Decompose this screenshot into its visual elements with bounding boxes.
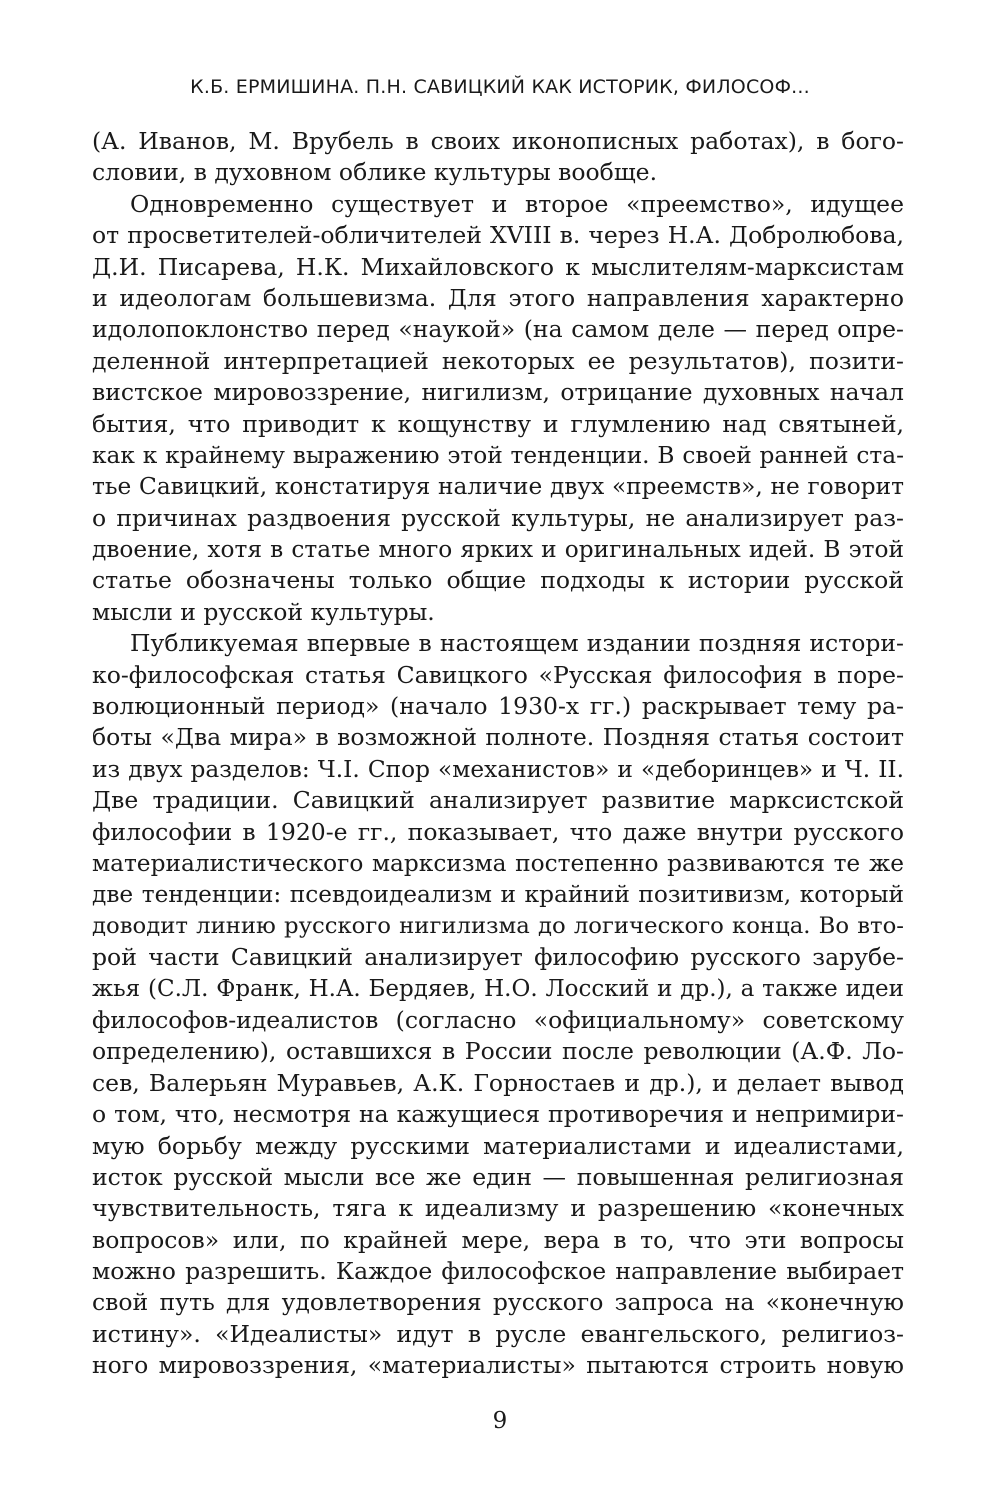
text-line: тье Савицкий, констатируя наличие двух «преемств», не говорит	[92, 473, 904, 501]
text-line: боты «Два мира» в возможной полноте. Поздняя статья состоит	[92, 723, 904, 752]
paragraph-1	[92, 126, 904, 189]
text-line: о причинах раздвоения русской культуры, не анализирует раз-	[92, 503, 904, 532]
text-line: рой части Савицкий анализирует философию русского зарубе-	[92, 943, 904, 972]
text-line: идолопоклонство перед «наукой» (на самом деле — перед опре-	[92, 315, 904, 344]
text-line: чувствительность, тяга к идеализму и разрешению «конечных	[92, 1194, 904, 1223]
text-line: вистское мировоззрение, нигилизм, отрицание духовных начал	[92, 378, 904, 407]
paragraph-3	[92, 628, 904, 1381]
text-line: из двух разделов: Ч.I. Спор «механистов» и «деборинцев» и Ч. II.	[92, 755, 904, 783]
text-line: определению), оставшихся в России после революции (А.Ф. Ло-	[92, 1037, 904, 1066]
text-line: статье обозначены только общие подходы к истории русской	[92, 566, 904, 595]
text-line: философии в 1920-е гг., показывает, что даже внутри русского	[92, 817, 904, 846]
text-line: материалистического марксизма постепенно развиваются те же	[92, 849, 904, 877]
text-line: (А. Иванов, М. Врубель в своих иконописных работах), в бого-	[92, 127, 904, 155]
text-line: двоение, хотя в статье много ярких и оригинальных идей. В этой	[92, 536, 904, 564]
text-line: словии, в духовном облике культуры вообще.	[92, 158, 658, 187]
text-line: Две традиции. Савицкий анализирует развитие марксистской	[92, 786, 904, 815]
text-line: ко-философская статья Савицкого «Русская философия в поре-	[92, 660, 904, 689]
text-line: Одновременно существует и второе «преемство», идущее	[130, 189, 904, 218]
text-line: волюционный период» (начало 1930-х гг.) раскрывает тему ра-	[92, 692, 904, 721]
text-line: от просветителей-обличителей XVIII в. через Н.А. Добролюбова,	[92, 221, 904, 250]
text-line: сев, Валерьян Муравьев, А.К. Горностаев и др.), и делает вывод	[92, 1068, 904, 1097]
text-line: доводит линию русского нигилизма до логического конца. Во вто-	[92, 912, 904, 939]
main-text	[92, 126, 904, 1382]
text-line: деленной интерпретацией некоторых ее результатов), позити-	[92, 346, 904, 375]
text-line: мысли и русской культуры.	[92, 597, 435, 626]
page-number: 9	[492, 1408, 508, 1434]
text-line: философов-идеалистов (согласно «официальному» советскому	[92, 1005, 904, 1034]
text-line: мую борьбу между русскими материалистами и идеалистами,	[92, 1131, 904, 1160]
text-line: жья (С.Л. Франк, Н.А. Бердяев, Н.О. Лосский и др.), а также идеи	[92, 975, 904, 1002]
running-head: К.Б. ЕРМИШИНА. П.Н. САВИЦКИЙ КАК ИСТОРИК, ФИЛОСОФ...	[190, 76, 810, 98]
text-line: Публикуемая впервые в настоящем издании поздняя истори-	[130, 629, 904, 658]
text-line: свой путь для удовлетворения русского запроса на «конечную	[92, 1288, 904, 1317]
text-line: исток русской мысли все же един — повышенная религиозная	[92, 1162, 904, 1191]
text-line: две тенденции: псевдоидеализм и крайний позитивизм, который	[92, 881, 904, 909]
text-line: ного мировоззрения, «материалисты» пытаются строить новую	[92, 1351, 904, 1380]
text-line: и идеологам большевизма. Для этого направления характерно	[92, 283, 904, 312]
text-line: бытия, что приводит к кощунству и глумлению над святыней,	[92, 409, 904, 438]
text-line: о том, что, несмотря на кажущиеся противоречия и непримири-	[92, 1100, 904, 1129]
text-line: истину». «Идеалисты» идут в русле евангельского, религиоз-	[92, 1319, 904, 1348]
paragraph-2	[92, 189, 904, 628]
text-line: как к крайнему выражению этой тенденции. В своей ранней ста-	[92, 441, 904, 469]
text-line: можно разрешить. Каждое философское направление выбирает	[92, 1257, 904, 1286]
text-line: Д.И. Писарева, Н.К. Михайловского к мыслителям-марксистам	[92, 252, 904, 281]
text-line: вопросов» или, по крайней мере, вера в то, что эти вопросы	[92, 1225, 904, 1254]
